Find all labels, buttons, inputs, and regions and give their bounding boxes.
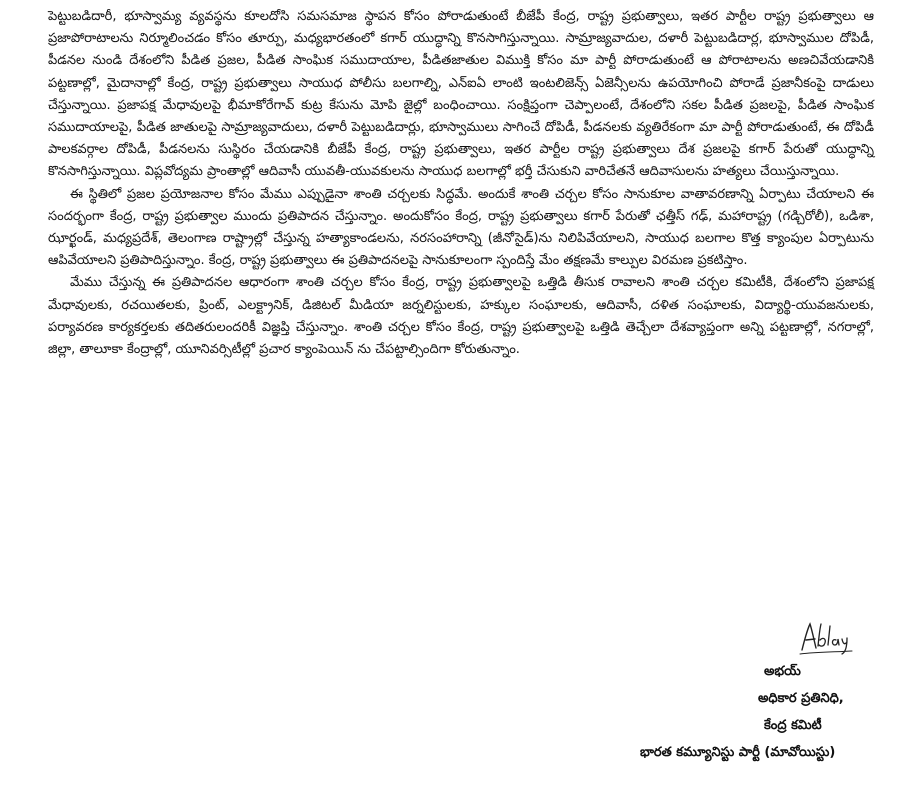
handwritten-signature [796, 618, 856, 658]
signatory-committee: కేంద్ర కమిటీ [764, 718, 822, 733]
signatory-designation: అధికార ప్రతినిధి, [758, 691, 844, 706]
paragraph-3: మేము చేస్తున్న ఈ ప్రతిపాదనల ఆధారంగా శాంతి చర్చల కోసం కేంద్ర, రాష్ట్ర ప్రభుత్వాలపై ఒత్తిడి తీసుక రావాలని శాంతి చర్చల కమిటీకి, దేశంలోని ప్రజాపక్ష మేధావులకు, రచయితలకు, ప్రింట్, ఎలక్ట్రానిక్, డిజిటల్ మీడియా జర్నలిస్టులకు, హక్కుల సంఘాలకు, ఆదివాసీ, దళిత సంఘాలకు, విద్యార్థి-యువజనులకు, పర్యావరణ కార్యకర్తలకు తదితరులందరికీ విజ్ఞప్తి చేస్తున్నాం. శాంతి చర్చల కోసం కేంద్ర, రాష్ట్ర ప్రభుత్వాలపై ఒత్తిడి తెచ్చేలా దేశవ్యాప్తంగా అన్ని పట్టణాల్లో, నగరాల్లో, జిల్లా, తాలూకా కేంద్రాల్లో, యూనివర్సిటీల్లో ప్రచార క్యాంపెయిన్ ను చేపట్టాల్సిందిగా కోరుతున్నాం. [48, 275, 874, 358]
party-name: భారత కమ్యూనిస్టు పార్టీ (మావోయిస్టు) [640, 745, 836, 760]
signatory-name: అభయ్ [764, 664, 801, 679]
paragraph-1: పెట్టుబడిదారీ, భూస్వామ్య వ్యవస్థను కూలదోసి సమసమాజ స్థాపన కోసం పోరాడుతుంటే బీజేపీ కేంద్ర, రాష్ట్ర ప్రభుత్వాలు, ఇతర పార్టీల రాష్ట్ర ప్రభుత్వాలు ఆ ప్రజాపోరాటాలను నిర్మూలించడం కోసం తూర్పు, మధ్యభారతంలో కగార్ యుద్ధాన్ని కొనసాగిస్తున్నాయి. సామ్రాజ్యవాదుల, దళారీ పెట్టుబడిదార్ల, భూస్వాముల దోపిడీ, పీడనల నుండి దేశంలోని పీడిత ప్రజల, పీడిత సాంఘిక సముదాయాల, పీడితజాతుల విముక్తి కోసం మా పార్టీ పోరాడుతుంటే ఆ పోరాటాలను అణచివేయడానికి పట్టణాల్లో, మైదానాల్లో కేంద్ర, రాష్ట్ర ప్రభుత్వాలు సాయుధ పోలీసు బలగాల్ని, ఎన్ఐఏ లాంటి ఇంటలిజెన్స్ ఏజెన్సీలను ఉపయోగించి పోరాడే ప్రజానీకంపై దాడులు చేస్తున్నాయి. ప్రజాపక్ష మేధావులపై భీమాకోరేగావ్ కుట్ర కేసును మోపి జైల్లో బంధించాయి. సంక్షిప్తంగా చెప్పాలంటే, దేశంలోని సకల పీడిత ప్రజలపై, పీడిత సాంఘిక సముదాయాలపై, పీడిత జాతులపై సామ్రాజ్యవాదులు, దళారీ పెట్టుబడిదార్లు, భూస్వాములు సాగించే దోపిడీ, పీడనలకు వ్యతిరేకంగా మా పార్టీ పోరాడుతుంటే, ఈ దోపిడీ పాలకవర్గాల దోపిడీ, పీడనలను సుస్థిరం చేయడానికి బీజేపీ కేంద్ర, రాష్ట్ర ప్రభుత్వాలు, ఇతర పార్టీల రాష్ట్ర ప్రభుత్వాలు దేశ ప్రజలపై కగార్ పేరుతో యుద్ధాన్ని కొనసాగిస్తున్నాయి. విప్లవోద్యమ ప్రాంతాల్లో ఆదివాసీ యువతీ-యువకులను సాయుధ బలగాల్లో భర్తీ చేసుకుని వారిచేతనే ఆదివాసులను హత్యలు చేయిస్తున్నాయి. [48, 9, 874, 180]
signature-block [640, 658, 870, 766]
statement-body [48, 6, 874, 361]
paragraph-2: ఈ స్థితిలో ప్రజల ప్రయోజనాల కోసం మేము ఎప్పుడైనా శాంతి చర్చలకు సిద్ధమే. అందుకే శాంతి చర్చల కోసం సానుకూల వాతావరణాన్ని ఏర్పాటు చేయాలని ఈ సందర్భంగా కేంద్ర, రాష్ట్ర ప్రభుత్వాల ముందు ప్రతిపాదన చేస్తున్నాం. అందుకోసం కేంద్ర, రాష్ట్ర ప్రభుత్వాలు కగార్ పేరుతో ఛత్తీస్ గఢ్, మహారాష్ట్ర (గడ్చిరోలీ), ఒడిశా, ఝార్ఖండ్, మధ్యప్రదేశ్, తెలంగాణ రాష్ట్రాల్లో చేస్తున్న హత్యాకాండలను, నరసంహారాన్ని (జీనోసైడ్)ను నిలిపివేయాలని, సాయుధ బలగాల కొత్త క్యాంపుల ఏర్పాటును ఆపివేయాలని ప్రతిపాదిస్తున్నాం. కేంద్ర, రాష్ట్ర ప్రభుత్వాలు ఈ ప్రతిపాదనలపై సానుకూలంగా స్పందిస్తే మేం తక్షణమే కాల్పుల విరమణ ప్రకటిస్తాం. [48, 186, 874, 269]
